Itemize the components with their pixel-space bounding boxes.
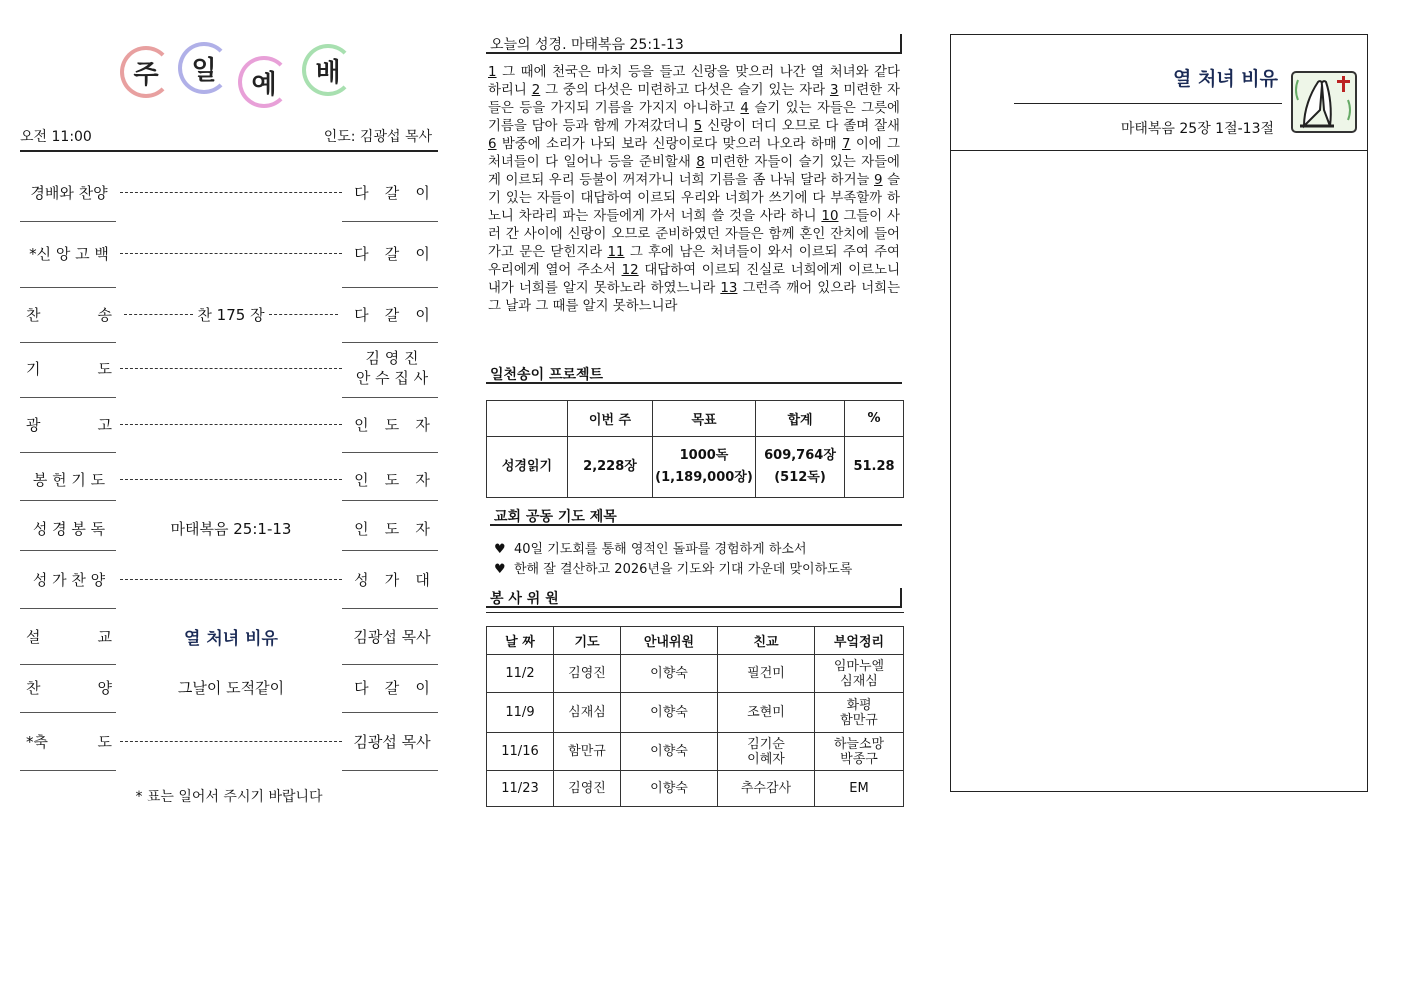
order-detail: 열 처녀 비유 (184, 628, 278, 649)
table-cell: 이향숙 (621, 771, 718, 807)
table-row (487, 733, 904, 771)
order-underline (342, 287, 438, 288)
worship-time: 오전 11:00 (20, 129, 92, 145)
table-header: % (845, 401, 904, 437)
table-cell: EM (815, 771, 904, 807)
verse-number: 4 (740, 101, 749, 116)
order-underline (20, 550, 116, 551)
verse-text: 미련한 자들은 등을 가지되 기름을 가지지 아니하고 (488, 83, 900, 116)
prayer-item-text: 40일 기도회를 통해 영적인 돌파를 경험하게 하소서 (514, 542, 807, 557)
verse-text: 대답하여 이르되 진실로 너희에게 이르노니 내가 너희를 알지 못하노라 하였느니라 (488, 263, 901, 296)
total-sub: (512독) (774, 470, 826, 485)
table-cell: 이향숙 (621, 655, 718, 693)
title-char: 배 (302, 44, 354, 96)
table-row (487, 437, 904, 498)
table-cell: 조현미 (718, 693, 815, 733)
table-cell: 김영진 (554, 655, 621, 693)
order-item (20, 233, 438, 273)
table-cell: 필건미 (718, 655, 815, 693)
order-label: 경배와 찬양 (30, 183, 108, 202)
prayer-heading: 교회 공동 기도 제목 (490, 506, 902, 526)
order-person: 인 도 자 (354, 415, 430, 434)
table-cell: 11/9 (487, 693, 554, 733)
order-label: 찬 송 (26, 305, 112, 324)
table-cell (756, 437, 845, 498)
order-underline (20, 770, 116, 771)
table-header (487, 401, 568, 437)
verse-number: 9 (874, 173, 883, 188)
order-detail: 그날이 도적같이 (177, 678, 285, 697)
reading-project-heading: 일천송이 프로젝트 (486, 364, 902, 384)
sermon-notes-box (950, 34, 1368, 792)
order-item (20, 721, 438, 761)
verse-number: 10 (821, 209, 839, 224)
verse-number: 3 (829, 83, 839, 98)
order-item (20, 294, 438, 334)
verse-text: 슬기 있는 자들은 그릇에 기름을 담아 등과 함께 가져갔더니 (488, 101, 900, 134)
table-cell: 임마누엘 심재심 (815, 655, 904, 693)
standing-note: * 표는 일어서 주시기 바랍니다 (135, 789, 323, 805)
table-cell: 성경읽기 (487, 437, 568, 498)
verse-number: 7 (842, 137, 851, 152)
table-cell: 2,228장 (568, 437, 653, 498)
order-detail (120, 559, 342, 599)
order-label: *축 도 (26, 732, 112, 751)
table-header: 목표 (653, 401, 756, 437)
order-label: 찬 양 (26, 678, 112, 697)
table-header: 기도 (554, 627, 621, 655)
table-cell: 함만규 (554, 733, 621, 771)
table-header: 합계 (756, 401, 845, 437)
order-person: 다 갈 이 (354, 678, 430, 697)
order-underline (20, 397, 116, 398)
sermon-title: 열 처녀 비유 (1173, 68, 1278, 90)
verse-number: 6 (488, 137, 497, 152)
order-underline (20, 712, 116, 713)
sermon-reference: 마태복음 25장 1절-13절 (1120, 121, 1274, 137)
table-header: 친교 (718, 627, 815, 655)
table-cell: 이향숙 (621, 693, 718, 733)
list-item (494, 558, 852, 577)
order-label: 봉 헌 기 도 (32, 470, 106, 489)
verse-text: 신랑이 더디 오므로 다 졸며 잘새 (702, 119, 900, 134)
order-underline (342, 712, 438, 713)
prayer-item-text: 한해 잘 결산하고 2026년을 기도와 기대 가운데 맞이하도록 (514, 562, 853, 577)
table-cell (653, 437, 756, 498)
table-cell: 추수감사 (718, 771, 815, 807)
order-person: 다 갈 이 (354, 305, 430, 324)
order-item (20, 559, 438, 599)
table-header: 안내위원 (621, 627, 718, 655)
order-person: 다 갈 이 (354, 183, 430, 202)
order-underline (342, 664, 438, 665)
worship-title (110, 40, 370, 100)
order-item (20, 404, 438, 444)
order-underline (342, 342, 438, 343)
goal-value: 1000독 (679, 448, 729, 463)
order-person: 성 가 대 (354, 570, 430, 589)
table-row (487, 655, 904, 693)
order-underline (20, 342, 116, 343)
worship-leader: 인도: 김광섭 목사 (323, 129, 432, 145)
verse-number: 11 (607, 245, 625, 260)
verse-text: 그 중의 다섯은 미련하고 다섯은 슬기 있는 자라 (540, 83, 830, 98)
table-row (487, 627, 904, 655)
sermon-header-divider (950, 150, 1368, 151)
table-cell: 심재심 (554, 693, 621, 733)
table-row (487, 401, 904, 437)
order-item (20, 667, 438, 707)
reading-project-table (486, 400, 904, 498)
order-person: 김 영 진 안 수 집 사 (355, 349, 429, 387)
table-row (487, 771, 904, 807)
sermon-title-underline (1014, 103, 1282, 104)
order-underline (20, 452, 116, 453)
order-underline (342, 608, 438, 609)
order-detail (120, 172, 342, 212)
verse-text: 이에 그 처녀들이 다 일어나 등을 준비할새 (488, 137, 900, 170)
verse-text: 밤중에 소리가 나되 보라 신랑이로다 맞으러 나오라 하매 (496, 137, 842, 152)
order-underline (342, 452, 438, 453)
order-underline (20, 664, 116, 665)
table-cell: 김기순 이혜자 (718, 733, 815, 771)
order-underline (342, 221, 438, 222)
order-item (20, 508, 438, 548)
order-person: 다 갈 이 (354, 244, 430, 263)
verse-number: 1 (488, 65, 497, 80)
verse-text: 그 때에 천국은 마치 등을 들고 신랑을 맞으러 나간 열 처녀와 같다 하리니 (488, 65, 900, 98)
heart-icon: ♥ (494, 542, 506, 557)
table-cell: 51.28 (845, 437, 904, 498)
verse-number: 12 (621, 263, 639, 278)
goal-sub: (1,189,000장) (655, 470, 753, 485)
order-item (20, 459, 438, 499)
praying-hands-icon (1290, 70, 1358, 134)
order-item (20, 616, 438, 656)
order-underline (20, 608, 116, 609)
worship-time-row (20, 126, 438, 152)
title-char: 예 (238, 56, 290, 108)
order-detail: 찬 175 장 (120, 294, 342, 334)
order-underline (20, 500, 116, 501)
order-label: 성 가 찬 양 (32, 570, 106, 589)
verse-number: 13 (720, 281, 738, 296)
order-item (20, 172, 438, 212)
verse-number: 5 (693, 119, 703, 134)
verse-text: 그런즉 깨어 있으라 너희는 그 날과 그 때를 알지 못하느니라 (488, 281, 900, 314)
verse-text: 슬기 있는 자들이 대답하여 이르되 우리와 너희가 쓰기에 다 부족할까 하노니 차라리 파는 자들에게 가서 너희 쓸 것을 사라 하니 (488, 173, 900, 224)
order-label: 기 도 (26, 359, 112, 378)
volunteers-table (486, 626, 904, 807)
table-cell: 하늘소망 박종구 (815, 733, 904, 771)
scripture-heading: 오늘의 성경. 마태복음 25:1-13 (486, 34, 902, 54)
verse-number: 2 (531, 83, 541, 98)
order-detail (120, 459, 342, 499)
order-underline (20, 221, 116, 222)
order-detail (120, 233, 342, 273)
table-header: 부엌정리 (815, 627, 904, 655)
list-item (494, 538, 807, 557)
order-person: 김광섭 목사 (353, 627, 431, 646)
order-underline (342, 550, 438, 551)
table-cell: 이향숙 (621, 733, 718, 771)
order-label: 설 교 (26, 627, 112, 646)
volunteers-heading: 봉 사 위 원 (486, 588, 902, 608)
table-header: 날 짜 (487, 627, 554, 655)
table-cell: 11/16 (487, 733, 554, 771)
order-person: 인 도 자 (354, 470, 430, 489)
table-header: 이번 주 (568, 401, 653, 437)
order-underline (20, 287, 116, 288)
title-char: 주 (120, 46, 172, 98)
order-label: *신 앙 고 백 (29, 244, 109, 263)
table-cell: 11/23 (487, 771, 554, 807)
table-cell: 화평 함만규 (815, 693, 904, 733)
title-char: 일 (178, 42, 230, 94)
order-underline (342, 397, 438, 398)
verse-text: 미련한 자들이 슬기 있는 자들에게 이르되 우리 등불이 꺼져가니 너희 기름을 좀 나눠 달라 하거늘 (488, 155, 900, 188)
order-detail: 마태복음 25:1-13 (170, 519, 292, 538)
order-detail (120, 348, 342, 388)
order-label: 광 고 (26, 415, 112, 434)
order-detail (120, 404, 342, 444)
order-detail (120, 721, 342, 761)
heart-icon: ♥ (494, 562, 506, 577)
order-person: 김광섭 목사 (353, 732, 431, 751)
table-cell: 11/2 (487, 655, 554, 693)
verse-text: 그 후에 남은 처녀들이 와서 이르되 주여 주여 우리에게 열어 주소서 (488, 245, 900, 278)
volunteers-divider (486, 612, 904, 613)
table-cell: 김영진 (554, 771, 621, 807)
order-person: 인 도 자 (354, 519, 430, 538)
order-underline (342, 770, 438, 771)
table-row (487, 693, 904, 733)
verse-text: 그들이 사러 간 사이에 신랑이 오므로 준비하였던 자들은 함께 혼인 잔치에 들어가고 문은 닫힌지라 (488, 209, 900, 260)
order-label: 성 경 봉 독 (32, 519, 106, 538)
order-underline (342, 500, 438, 501)
verse-number: 8 (696, 155, 705, 170)
order-item (20, 348, 438, 388)
total-value: 609,764장 (764, 448, 836, 463)
scripture-text (488, 64, 900, 316)
